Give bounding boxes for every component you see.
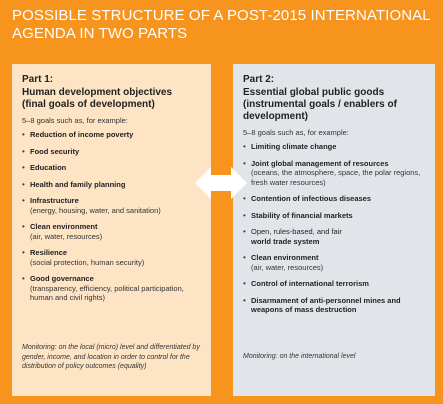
goal-title: Joint global management of resources — [251, 158, 389, 168]
goal-item — [22, 130, 201, 140]
bullet-icon: • — [243, 210, 246, 220]
goal-title: Education — [30, 163, 67, 172]
goal-item — [243, 227, 425, 246]
part1-heading-line-1: Human development objectives — [22, 87, 173, 98]
goal-item — [243, 279, 425, 289]
goal-detail: (transparency, efficiency, political participation, human and civil rights) — [30, 283, 184, 302]
title-line-2: AGENDA IN TWO PARTS — [12, 25, 188, 42]
goal-title-tail: world trade system — [251, 236, 320, 246]
bullet-icon: • — [22, 196, 25, 205]
goal-title: Control of international terrorism — [251, 279, 369, 288]
bullet-icon: • — [22, 130, 25, 139]
part2-heading-line-2: (instrumental goals / enablers of — [243, 99, 397, 110]
goal-item — [243, 194, 425, 204]
goal-detail: (air, water, resources) — [30, 231, 103, 241]
goal-detail: (oceans, the atmosphere, space, the polar regions, fresh water resources) — [251, 168, 421, 187]
goal-title: Limiting climate change — [251, 142, 337, 151]
goal-detail: (energy, housing, water, and sanitation) — [30, 205, 161, 215]
goal-title: Stability of financial markets — [251, 210, 353, 220]
goal-item — [243, 211, 425, 221]
goal-title: Resilience — [30, 248, 68, 257]
bullet-icon: • — [22, 179, 25, 189]
bullet-icon: • — [243, 227, 246, 236]
goal-title: Infrastructure — [30, 196, 79, 205]
part2-label: Part 2: — [243, 74, 275, 85]
part2-heading-line-3: development) — [243, 111, 309, 122]
goal-title: Food security — [30, 146, 80, 156]
part1-heading — [22, 87, 201, 111]
part2-panel — [233, 64, 435, 396]
double-arrow-icon — [195, 165, 247, 201]
bullet-icon: • — [22, 248, 25, 257]
goal-title: Contention of infectious diseases — [251, 194, 372, 203]
goal-item — [243, 296, 425, 315]
goal-detail: (air, water, resources) — [251, 262, 324, 272]
goal-item — [22, 222, 201, 241]
goal-title: Good governance — [30, 274, 94, 283]
goal-title: Disarmament of anti-personnel mines and weapons of mass destruction — [251, 295, 401, 314]
bullet-icon: • — [243, 158, 246, 168]
title-line-1: POSSIBLE STRUCTURE OF A POST-2015 INTERNATIONAL — [12, 7, 431, 24]
part1-label: Part 1: — [22, 74, 54, 85]
goal-title: Clean environment — [251, 253, 319, 262]
part1-heading-line-2: (final goals of development) — [22, 99, 155, 110]
part1-goal-list — [22, 130, 201, 303]
bullet-icon: • — [22, 274, 25, 283]
goal-title: Reduction of income poverty — [30, 130, 134, 139]
bullet-icon: • — [243, 253, 246, 262]
part1-panel — [12, 64, 211, 396]
page-title — [12, 7, 437, 43]
part1-intro: 5–8 goals such as, for example: — [22, 116, 128, 125]
bullet-icon: • — [22, 163, 25, 172]
part2-goal-list — [243, 142, 425, 315]
double-arrow-shape — [195, 167, 247, 199]
goal-title: Open, rules-based, and fair — [251, 227, 342, 236]
part2-heading-line-1: Essential global public goods — [243, 87, 385, 98]
goal-item — [22, 147, 201, 157]
goal-detail: (social protection, human security) — [30, 257, 145, 267]
bullet-icon: • — [22, 146, 25, 156]
goal-item — [243, 142, 425, 152]
part2-heading — [243, 87, 425, 123]
bullet-icon: • — [243, 142, 246, 151]
goal-item — [22, 274, 201, 303]
part1-monitoring-note: Monitoring: on the local (micro) level and differentiated by gender, income, and location in order to control for the distribution of policy outcomes (equality) — [22, 344, 200, 370]
goal-item — [243, 253, 425, 272]
bullet-icon: • — [243, 279, 246, 288]
goal-item — [22, 163, 201, 173]
goal-item — [22, 248, 201, 267]
goal-title: Clean environment — [30, 222, 98, 231]
goal-title: Health and family planning — [30, 179, 126, 189]
goal-item — [22, 180, 201, 190]
part2-monitoring-note: Monitoring: on the international level — [243, 353, 356, 360]
part2-intro: 5–8 goals such as, for example: — [243, 128, 349, 137]
bullet-icon: • — [243, 194, 246, 203]
goal-item — [243, 159, 425, 188]
bullet-icon: • — [22, 222, 25, 231]
goal-item — [22, 196, 201, 215]
bullet-icon: • — [243, 295, 246, 305]
